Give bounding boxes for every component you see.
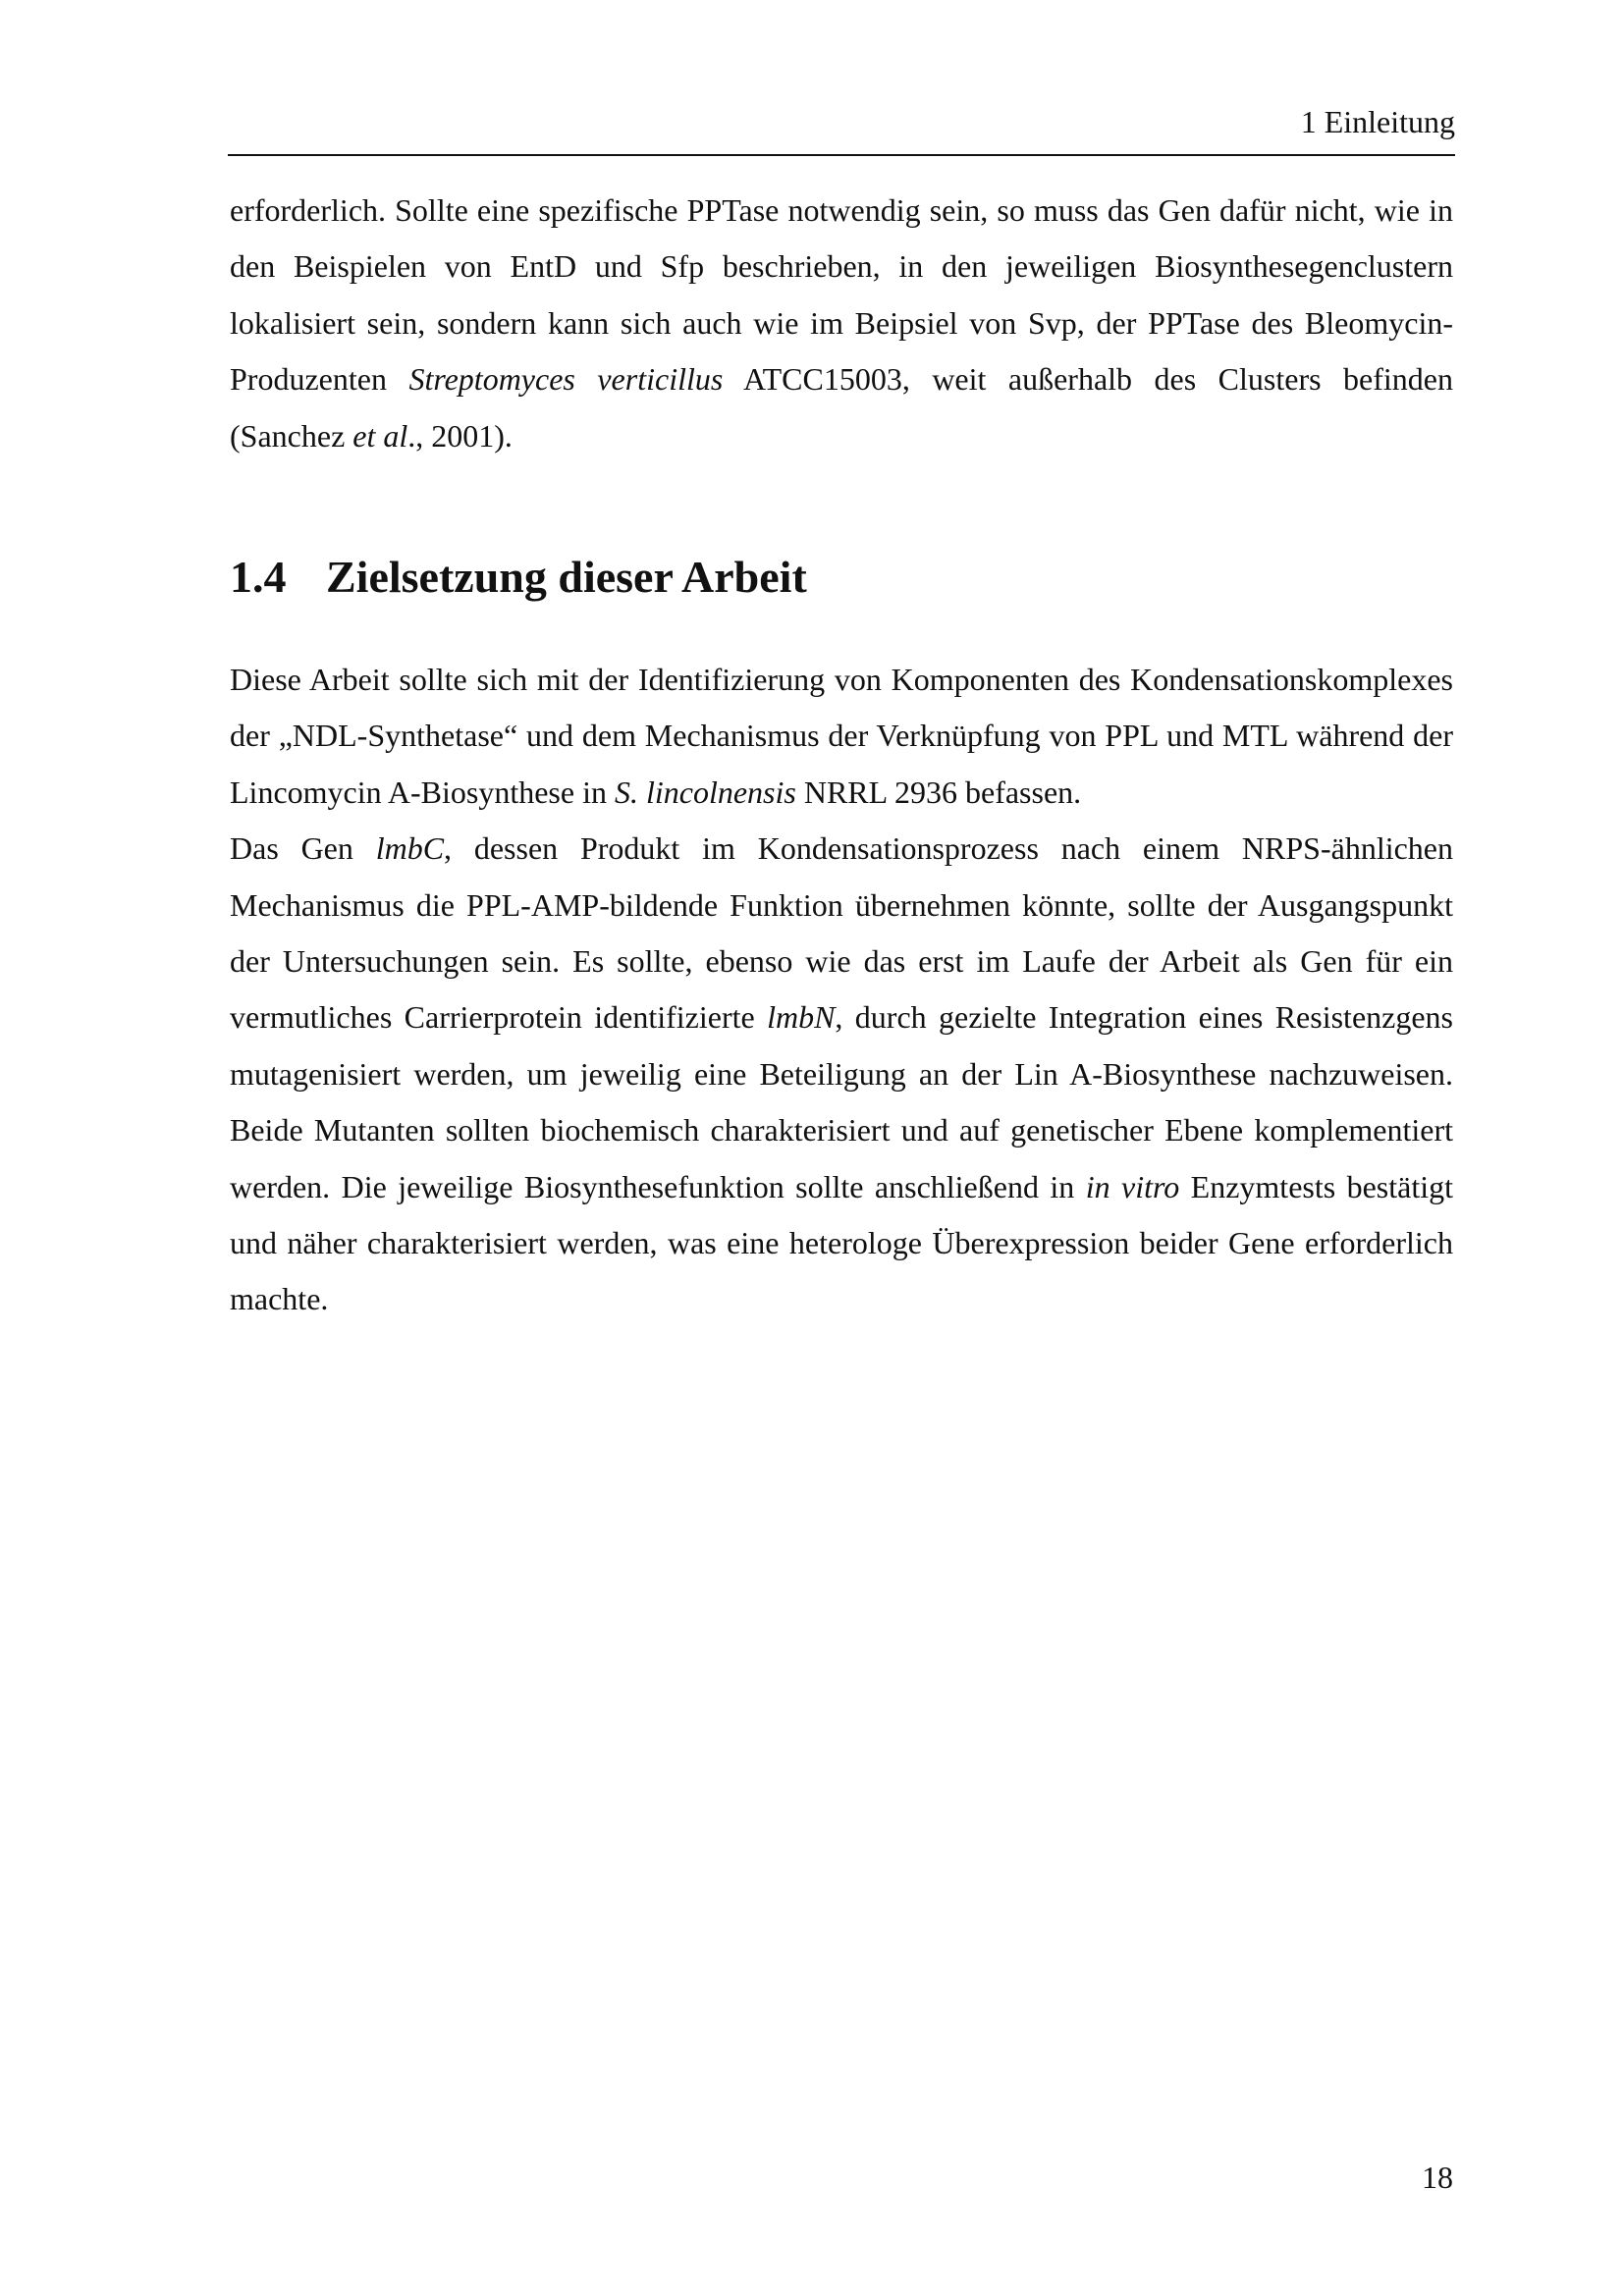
intro-text-1: erforderlich. Sollte eine spezifische PPTase notwendig sein, so muss das Gen dafür nicht, wie in den Beispielen von EntD und Sfp beschrieben, in den jeweiligen Biosynthesegenclustern lokalisiert sein, sondern kann sich auch wie im Beipsiel von Svp, der PPTase des Bleomycin-Produzenten xyxy=(230,192,1453,398)
gene-name: lmbN xyxy=(767,999,836,1036)
paragraph1-text-2: NRRL 2936 befassen. xyxy=(795,774,1082,810)
paragraph-approach xyxy=(230,821,1453,1328)
main-text-block xyxy=(230,652,1453,1328)
paragraph1-text-1: Diese Arbeit sollte sich mit der Identifizierung von Komponenten des Kondensationskomplexes der „NDL-Synthetase“ und dem Mechanismus der Verknüpfung von PPL und MTL während der Lincomycin A-Biosynthese in xyxy=(230,662,1453,810)
gene-name: lmbC xyxy=(375,830,445,867)
in-vitro-term: in vitro xyxy=(1085,1168,1180,1204)
intro-text-2: ATCC15003, weit außerhalb des Clusters befinden (Sanchez xyxy=(230,361,1453,454)
paragraph2-text-3: , durch gezielte Integration eines Resistenzgens mutagenisiert werden, um jeweilig eine Beteiligung an der Lin A-Biosynthese nachzuweisen. Beide Mutanten sollten biochemisch charakterisiert und auf genetischer Ebene komplementiert werden. Die jeweilige Biosynthesefunktion sollte anschließend in xyxy=(230,999,1453,1204)
section-title: Zielsetzung dieser Arbeit xyxy=(326,552,807,602)
paragraph2-text-4: Enzymtests bestätigt und näher charakterisiert werden, was eine heterologe Überexpression beider Gene erforderlich machte. xyxy=(230,1168,1454,1317)
header-rule xyxy=(228,154,1455,156)
page-number: 18 xyxy=(1422,2160,1453,2195)
section-heading xyxy=(230,546,807,609)
paragraph-objective xyxy=(230,652,1453,821)
section-number: 1.4 xyxy=(230,552,287,602)
running-header: 1 Einleitung xyxy=(1300,104,1455,139)
intro-paragraph xyxy=(230,183,1453,464)
intro-text-3: ., 2001). xyxy=(407,417,513,454)
paragraph2-text-2: , dessen Produkt im Kondensationsprozess nach einem NRPS-ähnlichen Mechanismus die PPL-AMP-bildende Funktion übernehmen könnte, sollte der Ausgangspunkt der Untersuchungen sein. Es sollte, ebenso wie das erst im Laufe der Arbeit als Gen für ein vermutliches Carrierprotein identifizierte xyxy=(230,830,1454,1036)
intro-text-block xyxy=(230,183,1453,464)
citation-etal: et al xyxy=(352,417,408,454)
organism-name: S. lincolnensis xyxy=(614,774,796,810)
organism-name: Streptomyces verticillus xyxy=(408,361,724,398)
paragraph2-text-1: Das Gen xyxy=(230,830,376,867)
